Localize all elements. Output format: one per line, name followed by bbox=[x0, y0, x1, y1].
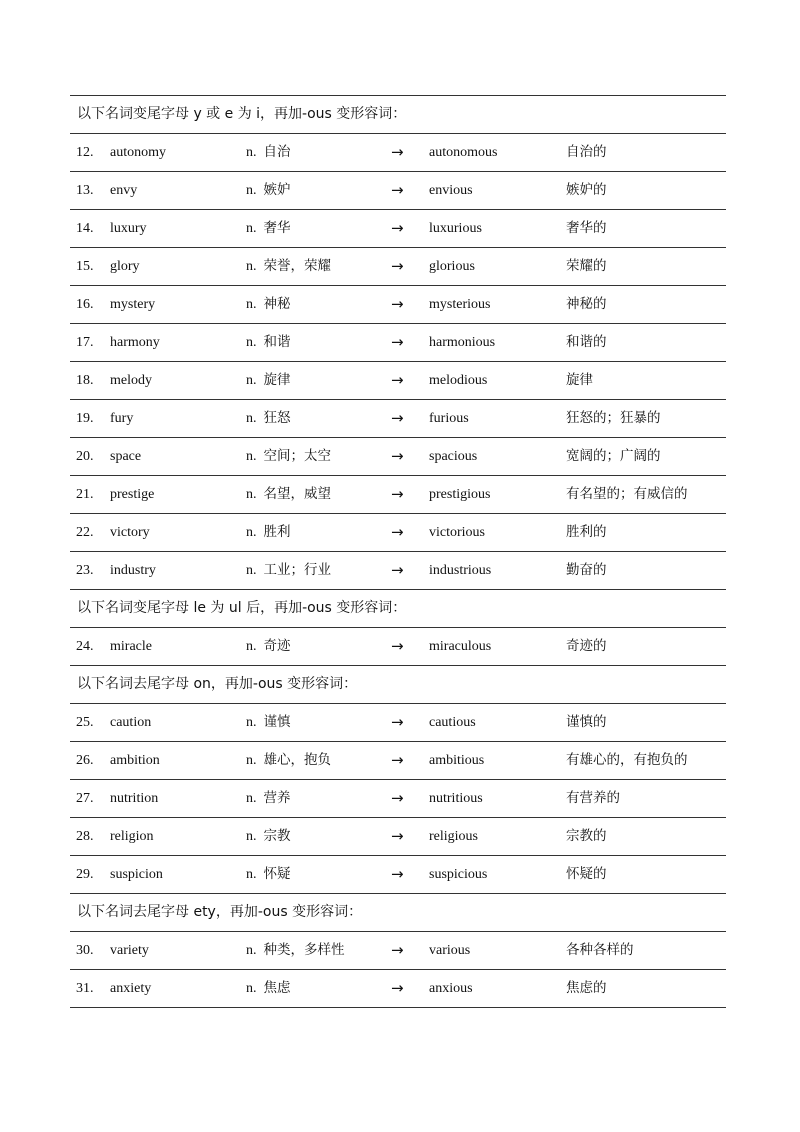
noun-word: envy bbox=[110, 183, 138, 198]
arrow-icon: → bbox=[391, 295, 404, 313]
table-row bbox=[70, 513, 726, 551]
arrow-icon: → bbox=[391, 371, 404, 389]
noun-meaning: 焦虑 bbox=[263, 980, 291, 996]
adjective-word: prestigious bbox=[429, 487, 491, 502]
adjective-word: industrious bbox=[429, 563, 492, 578]
noun-word: melody bbox=[110, 373, 152, 388]
noun-meaning: 神秘 bbox=[263, 296, 291, 312]
noun-meaning: 和谐 bbox=[263, 334, 291, 350]
noun-meaning: 旋律 bbox=[263, 372, 291, 388]
noun-word: space bbox=[110, 449, 142, 464]
adjective-meaning: 勤奋的 bbox=[566, 562, 607, 578]
arrow-icon: → bbox=[391, 941, 404, 959]
part-of-speech: n. 雄心，抱负 bbox=[246, 752, 331, 768]
part-of-speech: n. 奇迹 bbox=[246, 638, 291, 654]
table-row bbox=[70, 703, 726, 741]
noun-word: ambition bbox=[110, 753, 160, 768]
noun-meaning: 奇迹 bbox=[263, 638, 291, 654]
table-row bbox=[70, 475, 726, 513]
row-number: 24. bbox=[76, 639, 94, 654]
adjective-word: miraculous bbox=[429, 639, 492, 654]
noun-word: religion bbox=[110, 829, 154, 844]
adjective-word: envious bbox=[429, 183, 473, 198]
noun-word: autonomy bbox=[110, 145, 166, 160]
noun-meaning: 营养 bbox=[263, 790, 291, 806]
part-of-speech: n. 和谐 bbox=[246, 334, 291, 350]
adjective-word: spacious bbox=[429, 449, 478, 464]
part-of-speech: n. 工业；行业 bbox=[246, 562, 331, 578]
arrow-icon: → bbox=[391, 713, 404, 731]
table-row bbox=[70, 969, 726, 1008]
arrow-icon: → bbox=[391, 143, 404, 161]
adjective-meaning: 宗教的 bbox=[566, 828, 607, 844]
adjective-word: harmonious bbox=[429, 335, 496, 350]
adjective-word: nutritious bbox=[429, 791, 483, 806]
table-row bbox=[70, 247, 726, 285]
noun-meaning: 狂怒 bbox=[263, 410, 291, 426]
noun-meaning: 雄心，抱负 bbox=[263, 752, 331, 768]
part-of-speech: n. 奢华 bbox=[246, 220, 291, 236]
noun-meaning: 名望，威望 bbox=[263, 486, 331, 502]
noun-word: prestige bbox=[110, 487, 155, 502]
arrow-icon: → bbox=[391, 865, 404, 883]
group-header: 以下名词去尾字母 ety，再加-ous 变形容词： bbox=[70, 893, 726, 931]
part-of-speech: n. 胜利 bbox=[246, 524, 291, 540]
part-of-speech: n. 种类，多样性 bbox=[246, 942, 345, 958]
noun-meaning: 工业；行业 bbox=[263, 562, 331, 578]
row-number: 26. bbox=[76, 753, 94, 768]
group-header: 以下名词变尾字母 y 或 e 为 i，再加-ous 变形容词： bbox=[70, 95, 726, 133]
row-number: 27. bbox=[76, 791, 94, 806]
arrow-icon: → bbox=[391, 257, 404, 275]
table-row bbox=[70, 171, 726, 209]
noun-meaning: 自治 bbox=[263, 144, 291, 160]
adjective-meaning: 谨慎的 bbox=[566, 714, 607, 730]
arrow-icon: → bbox=[391, 827, 404, 845]
part-of-speech: n. 怀疑 bbox=[246, 866, 291, 882]
arrow-icon: → bbox=[391, 523, 404, 541]
table-row bbox=[70, 551, 726, 589]
noun-meaning: 怀疑 bbox=[263, 866, 291, 882]
table-row bbox=[70, 931, 726, 969]
adjective-word: victorious bbox=[429, 525, 485, 540]
row-number: 21. bbox=[76, 487, 94, 502]
noun-word: victory bbox=[110, 525, 150, 540]
part-of-speech: n. 自治 bbox=[246, 144, 291, 160]
adjective-word: ambitious bbox=[429, 753, 485, 768]
row-number: 30. bbox=[76, 943, 94, 958]
arrow-icon: → bbox=[391, 789, 404, 807]
arrow-icon: → bbox=[391, 979, 404, 997]
arrow-icon: → bbox=[391, 751, 404, 769]
adjective-meaning: 有名望的；有威信的 bbox=[566, 486, 688, 502]
adjective-meaning: 怀疑的 bbox=[566, 866, 607, 882]
noun-meaning: 宗教 bbox=[263, 828, 291, 844]
part-of-speech: n. 名望，威望 bbox=[246, 486, 331, 502]
row-number: 25. bbox=[76, 715, 94, 730]
adjective-meaning: 自治的 bbox=[566, 144, 607, 160]
adjective-word: various bbox=[429, 943, 471, 958]
row-number: 16. bbox=[76, 297, 94, 312]
noun-word: harmony bbox=[110, 335, 160, 350]
noun-meaning: 嫉妒 bbox=[263, 182, 291, 198]
group-header: 以下名词变尾字母 le 为 ul 后，再加-ous 变形容词： bbox=[70, 589, 726, 627]
part-of-speech: n. 神秘 bbox=[246, 296, 291, 312]
adjective-meaning: 奇迹的 bbox=[566, 638, 607, 654]
adjective-meaning: 宽阔的；广阔的 bbox=[566, 448, 661, 464]
table-row bbox=[70, 627, 726, 665]
part-of-speech: n. 嫉妒 bbox=[246, 182, 291, 198]
adjective-word: mysterious bbox=[429, 297, 491, 312]
adjective-word: luxurious bbox=[429, 221, 482, 236]
adjective-word: suspicious bbox=[429, 867, 488, 882]
row-number: 23. bbox=[76, 563, 94, 578]
arrow-icon: → bbox=[391, 637, 404, 655]
adjective-meaning: 嫉妒的 bbox=[566, 182, 607, 198]
table-row bbox=[70, 323, 726, 361]
part-of-speech: n. 谨慎 bbox=[246, 714, 291, 730]
adjective-word: glorious bbox=[429, 259, 475, 274]
noun-meaning: 奢华 bbox=[263, 220, 291, 236]
adjective-meaning: 荣耀的 bbox=[566, 258, 607, 274]
adjective-meaning: 和谐的 bbox=[566, 334, 607, 350]
row-number: 18. bbox=[76, 373, 94, 388]
row-number: 14. bbox=[76, 221, 94, 236]
adjective-meaning: 各种各样的 bbox=[566, 942, 634, 958]
row-number: 12. bbox=[76, 145, 94, 160]
noun-meaning: 胜利 bbox=[263, 524, 291, 540]
adjective-meaning: 有雄心的，有抱负的 bbox=[566, 752, 688, 768]
row-number: 15. bbox=[76, 259, 94, 274]
arrow-icon: → bbox=[391, 485, 404, 503]
adjective-word: furious bbox=[429, 411, 469, 426]
adjective-meaning: 胜利的 bbox=[566, 524, 607, 540]
part-of-speech: n. 营养 bbox=[246, 790, 291, 806]
adjective-word: autonomous bbox=[429, 145, 498, 160]
noun-word: glory bbox=[110, 259, 140, 274]
table-row bbox=[70, 285, 726, 323]
arrow-icon: → bbox=[391, 561, 404, 579]
row-number: 13. bbox=[76, 183, 94, 198]
row-number: 22. bbox=[76, 525, 94, 540]
arrow-icon: → bbox=[391, 181, 404, 199]
noun-word: caution bbox=[110, 715, 152, 730]
row-number: 29. bbox=[76, 867, 94, 882]
noun-meaning: 谨慎 bbox=[263, 714, 291, 730]
table-row bbox=[70, 817, 726, 855]
row-number: 20. bbox=[76, 449, 94, 464]
table-row bbox=[70, 133, 726, 171]
table-row bbox=[70, 209, 726, 247]
noun-word: miracle bbox=[110, 639, 152, 654]
adjective-word: religious bbox=[429, 829, 478, 844]
part-of-speech: n. 旋律 bbox=[246, 372, 291, 388]
arrow-icon: → bbox=[391, 333, 404, 351]
adjective-meaning: 神秘的 bbox=[566, 296, 607, 312]
row-number: 31. bbox=[76, 981, 94, 996]
adjective-meaning: 狂怒的；狂暴的 bbox=[566, 410, 661, 426]
adjective-meaning: 焦虑的 bbox=[566, 980, 607, 996]
noun-word: suspicion bbox=[110, 867, 163, 882]
table-row bbox=[70, 779, 726, 817]
adjective-word: anxious bbox=[429, 981, 473, 996]
noun-word: nutrition bbox=[110, 791, 159, 806]
arrow-icon: → bbox=[391, 219, 404, 237]
table-row bbox=[70, 399, 726, 437]
noun-word: mystery bbox=[110, 297, 156, 312]
table-row bbox=[70, 361, 726, 399]
adjective-word: cautious bbox=[429, 715, 476, 730]
arrow-icon: → bbox=[391, 447, 404, 465]
part-of-speech: n. 宗教 bbox=[246, 828, 291, 844]
adjective-meaning: 有营养的 bbox=[566, 790, 620, 806]
table-row bbox=[70, 437, 726, 475]
vocabulary-table bbox=[70, 95, 726, 1008]
table-row bbox=[70, 855, 726, 893]
adjective-meaning: 奢华的 bbox=[566, 220, 607, 236]
noun-word: industry bbox=[110, 563, 156, 578]
row-number: 28. bbox=[76, 829, 94, 844]
part-of-speech: n. 荣誉，荣耀 bbox=[246, 258, 331, 274]
noun-word: anxiety bbox=[110, 981, 152, 996]
adjective-word: melodious bbox=[429, 373, 488, 388]
row-number: 17. bbox=[76, 335, 94, 350]
noun-meaning: 荣誉，荣耀 bbox=[263, 258, 331, 274]
adjective-meaning: 旋律 bbox=[566, 372, 593, 388]
noun-meaning: 种类，多样性 bbox=[263, 942, 345, 958]
noun-meaning: 空间；太空 bbox=[263, 448, 331, 464]
part-of-speech: n. 空间；太空 bbox=[246, 448, 331, 464]
noun-word: fury bbox=[110, 411, 134, 426]
group-header: 以下名词去尾字母 on，再加-ous 变形容词： bbox=[70, 665, 726, 703]
table-row bbox=[70, 741, 726, 779]
part-of-speech: n. 狂怒 bbox=[246, 410, 291, 426]
row-number: 19. bbox=[76, 411, 94, 426]
part-of-speech: n. 焦虑 bbox=[246, 980, 291, 996]
noun-word: luxury bbox=[110, 221, 147, 236]
noun-word: variety bbox=[110, 943, 149, 958]
arrow-icon: → bbox=[391, 409, 404, 427]
